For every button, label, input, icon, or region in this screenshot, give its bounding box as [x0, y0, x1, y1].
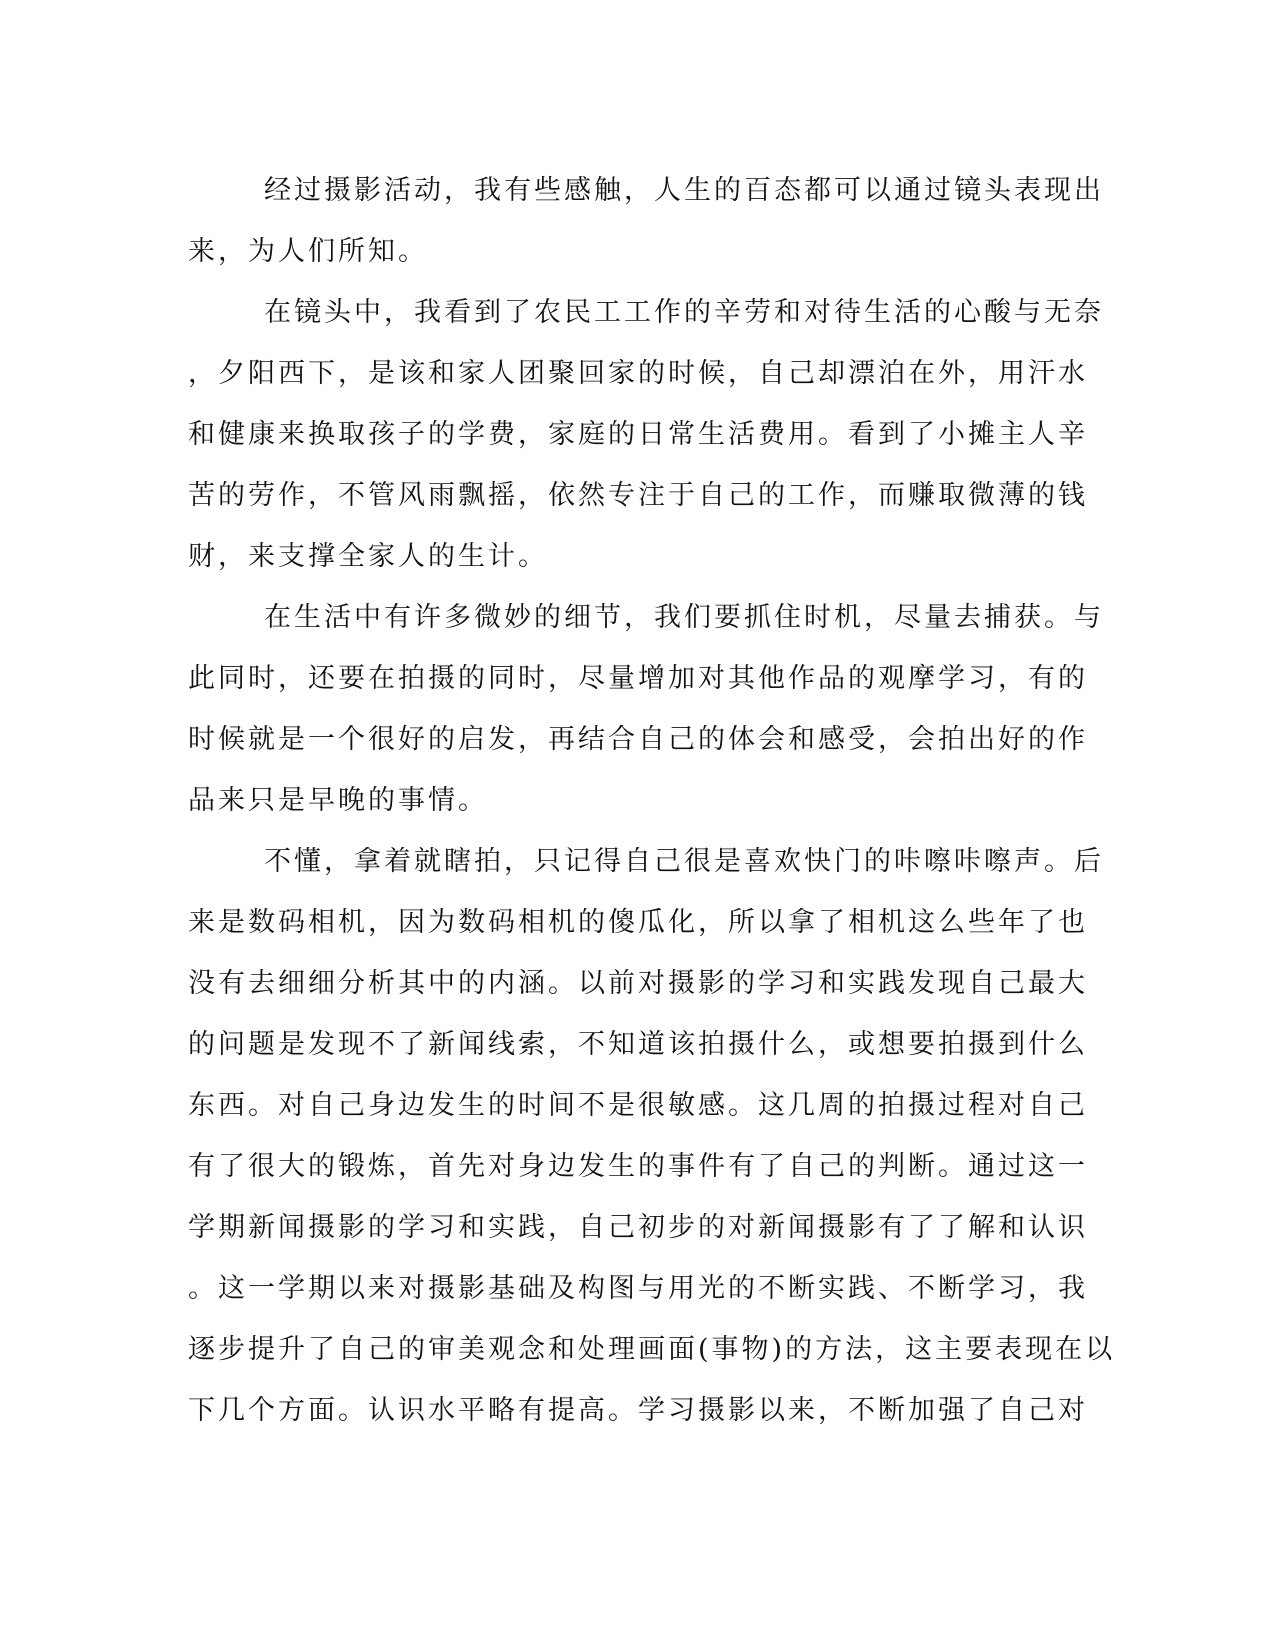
text-line: 逐步提升了自己的审美观念和处理画面(事物)的方法，这主要表现在以: [188, 1334, 1116, 1365]
text-line: 在镜头中，我看到了农民工工作的辛劳和对待生活的心酸与无奈: [264, 297, 1104, 328]
text-line: 没有去细细分析其中的内涵。以前对摄影的学习和实践发现自己最大: [188, 968, 1088, 999]
text-line: 不懂，拿着就瞎拍，只记得自己很是喜欢快门的咔嚓咔嚓声。后: [264, 846, 1104, 877]
text-line: 下几个方面。认识水平略有提高。学习摄影以来，不断加强了自己对: [188, 1395, 1088, 1426]
text-line: 有了很大的锻炼，首先对身边发生的事件有了自己的判断。通过这一: [188, 1151, 1088, 1182]
text-line: 品来只是早晚的事情。: [188, 785, 488, 816]
text-line: ，夕阳西下，是该和家人团聚回家的时候，自己却漂泊在外，用汗水: [188, 358, 1088, 389]
text-line: 和健康来换取孩子的学费，家庭的日常生活费用。看到了小摊主人辛: [188, 419, 1088, 450]
body-text: [188, 160, 1116, 1441]
text-line: 在生活中有许多微妙的细节，我们要抓住时机，尽量去捕获。与: [264, 602, 1104, 633]
text-line: 。这一学期以来对摄影基础及构图与用光的不断实践、不断学习，我: [188, 1273, 1088, 1304]
text-line: 学期新闻摄影的学习和实践，自己初步的对新闻摄影有了了解和认识: [188, 1212, 1088, 1243]
text-line: 财，来支撑全家人的生计。: [188, 541, 548, 572]
text-line: 的问题是发现不了新闻线索，不知道该拍摄什么，或想要拍摄到什么: [188, 1029, 1088, 1060]
text-line: 苦的劳作，不管风雨飘摇，依然专注于自己的工作，而赚取微薄的钱: [188, 480, 1088, 511]
text-line: 来，为人们所知。: [188, 236, 428, 267]
text-line: 时候就是一个很好的启发，再结合自己的体会和感受，会拍出好的作: [188, 724, 1088, 755]
text-line: 东西。对自己身边发生的时间不是很敏感。这几周的拍摄过程对自己: [188, 1090, 1088, 1121]
text-line: 此同时，还要在拍摄的同时，尽量增加对其他作品的观摩学习，有的: [188, 663, 1088, 694]
text-line: 来是数码相机，因为数码相机的傻瓜化，所以拿了相机这么些年了也: [188, 907, 1088, 938]
text-line: 经过摄影活动，我有些感触，人生的百态都可以通过镜头表现出: [264, 175, 1104, 206]
